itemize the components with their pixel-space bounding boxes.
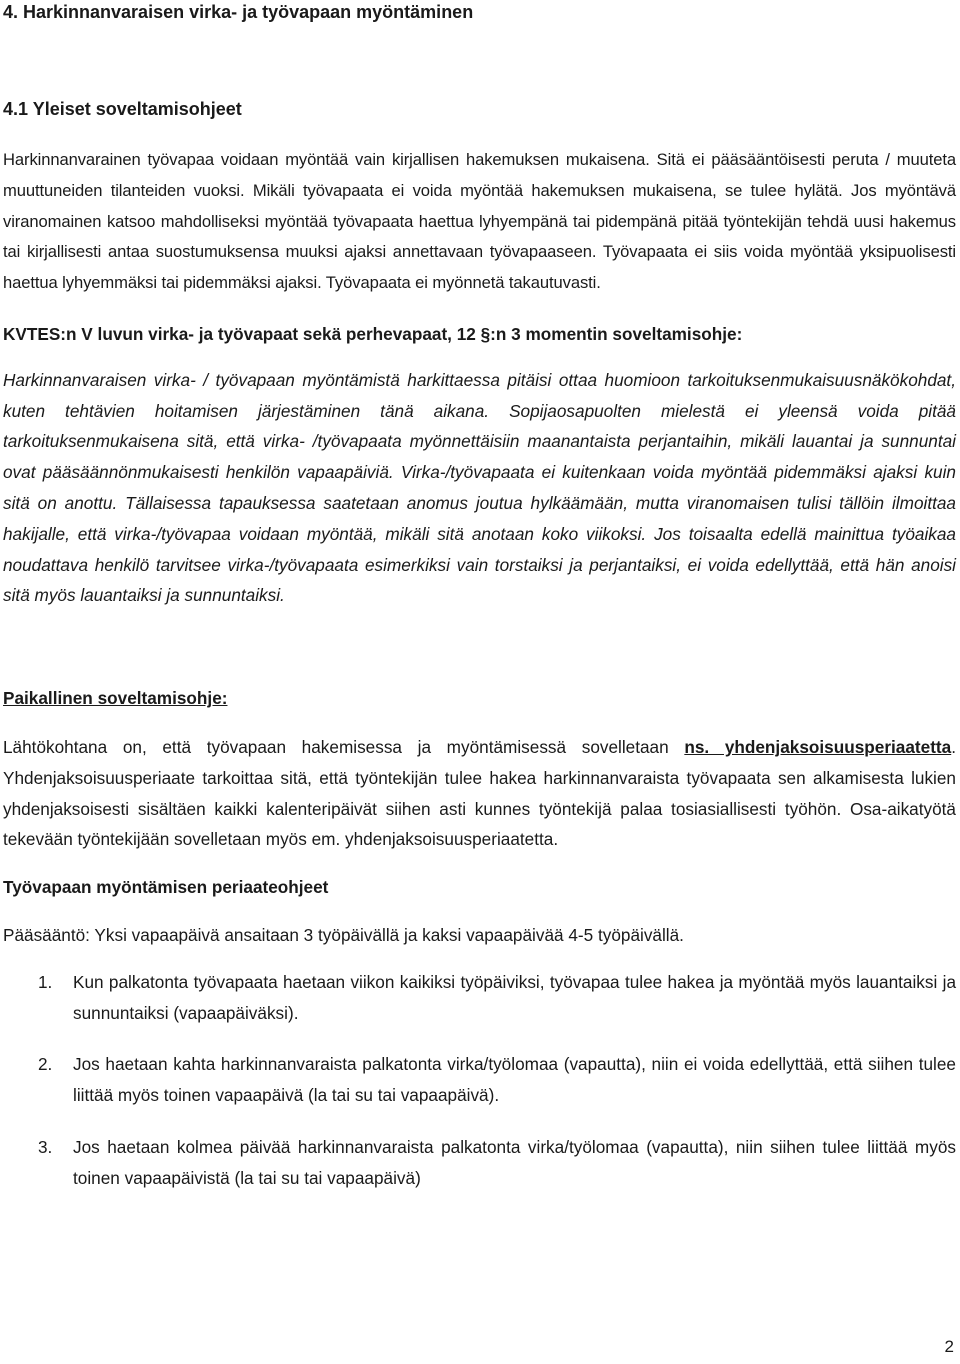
main-rule: Pääsääntö: Yksi vapaapäivä ansaitaan 3 työpäivällä ja kaksi vapaapäivää 4-5 työpäivällä. xyxy=(3,924,684,945)
local-text-start: Lähtökohtana on, että työvapaan hakemisessa ja myöntämisessä sovelletaan xyxy=(3,736,685,757)
document-page xyxy=(3,0,956,1215)
list-text: Jos haetaan kolmea päivää harkinnanvaraista palkatonta virka/työlomaa (vapautta), niin siihen tulee liittää myös toinen vapaapäivistä (la tai su tai vapaapäivä) xyxy=(73,1136,956,1188)
general-paragraph: Harkinnanvarainen työvapaa voidaan myöntää vain kirjallisen hakemuksen mukaisena. Sitä ei pääsääntöisesti peruta / muuteta muuttuneiden tilanteiden vuoksi. Mikäli työvapaata ei voida myöntää hakemuksen mukaisena, se tulee hylätä. Jos myöntävä viranomainen katsoo mahdolliseksi myöntää työvapaata haettua lyhyempänä tai pidempänä pitää työntekijän tehdä uusi hakemus tai kirjallisesti antaa suostumuksensa muuksi ajaksi annettavaan työvapaaseen. Työvapaata ei siis voida myöntää yksipuolisesti haettua lyhyemmäksi tai pidemmäksi ajaksi. Työvapaata ei myönnetä takautuvasti. xyxy=(3,150,956,293)
local-guideline-heading: Paikallinen soveltamisohje: xyxy=(3,688,228,709)
list-item xyxy=(3,1049,956,1111)
section-heading: 4. Harkinnanvaraisen virka- ja työvapaan myöntäminen xyxy=(3,2,474,22)
list-text: Jos haetaan kahta harkinnanvaraista palkatonta virka/työlomaa (vapautta), niin ei voida edellyttää, että siihen tulee liittää myös toinen vapaapäivä (la tai su tai vapaapäivä). xyxy=(73,1054,956,1106)
list-number: 2. xyxy=(38,1054,53,1075)
list-number: 1. xyxy=(38,971,53,992)
principle-term: ns. yhdenjaksoisuusperiaatetta xyxy=(684,736,952,757)
kvtes-heading: KVTES:n V luvun virka- ja työvapaat sekä perhevapaat, 12 §:n 3 momentin soveltamisohje: xyxy=(3,323,743,344)
list-text: Kun palkatonta työvapaata haetaan viikon kaikiksi työpäiviksi, työvapaa tulee hakea ja myöntää myös lauantaiksi ja sunnuntaiksi (vapaapäiväksi). xyxy=(73,971,956,1023)
list-item xyxy=(3,967,956,1029)
subsection-heading: 4.1 Yleiset soveltamisohjeet xyxy=(3,99,242,119)
local-text-rest: . Yhdenjaksoisuusperiaate tarkoittaa sitä, että työntekijän tulee hakea harkinnanvaraista työvapaata sen alkamisesta lukien yhdenjaksoisesti sisältäen kaikki kalenteripäivät siihen asti kunnes työntekijä palaa tosiasiallisesti työhön. Osa-aikatyötä tekevään työntekijään sovelletaan myös em. yhdenjaksoisuusperiaatetta. xyxy=(3,736,956,850)
list-number: 3. xyxy=(38,1136,53,1157)
kvtes-paragraph: Harkinnanvaraisen virka- / työvapaan myöntämistä harkittaessa pitäisi ottaa huomioon tarkoituksenmukaisuusnäkökohdat, kuten tehtävien hoitamisen järjestäminen tänä aikana. Sopijaosapuolten mielestä ei yleensä voida pitää tarkoituksenmukaisena sitä, että virka- /työvapaata myönnettäisiin maanantaista perjantaihin, mikäli lauantai ja sunnuntai ovat pääsäännönmukaisesti henkilön vapaapäiviä. Virka-/työvapaata ei kuitenkaan voida myöntää pidemmäksi ajaksi kuin sitä on anottu. Tällaisessa tapauksessa saatetaan anomus joutua hylkäämään, mutta viranomaisen tulisi tällöin ilmoittaa hakijalle, että virka-/työvapaa voidaan myöntää, mikäli sitä anotaan koko viikoksi. Jos toisaalta edellä mainittua työaikaa noudattava henkilö tarvitsee virka-/työvapaata esimerkiksi vain torstaiksi ja perjantaiksi, ei voida edellyttää, että hän anoisi sitä myös lauantaiksi ja sunnuntaiksi. xyxy=(3,369,956,606)
local-guideline-paragraph xyxy=(3,732,956,855)
page-number: 2 xyxy=(944,1337,954,1356)
principles-heading: Työvapaan myöntämisen periaateohjeet xyxy=(3,877,329,898)
list-item xyxy=(3,1132,956,1194)
principles-list xyxy=(3,967,956,1194)
